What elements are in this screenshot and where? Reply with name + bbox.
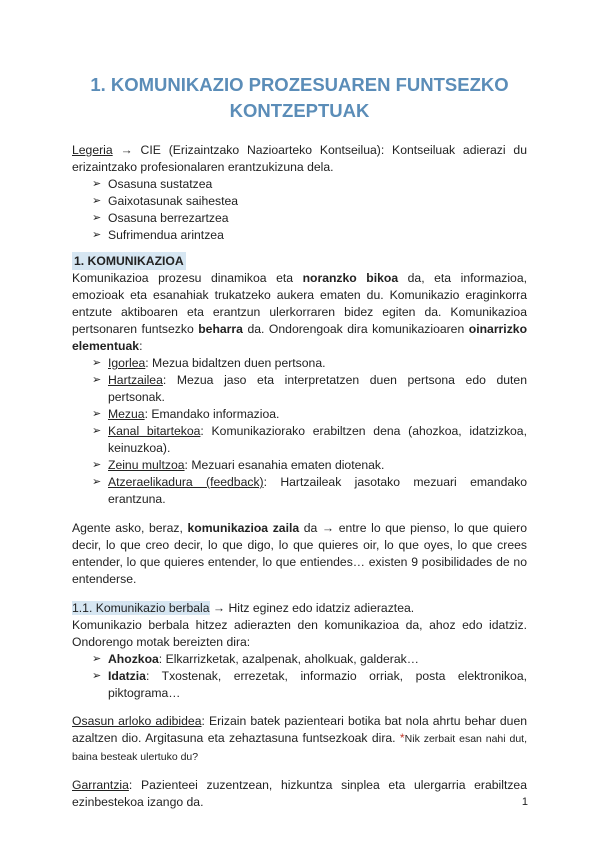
arrow-bullet-icon: ➢	[92, 357, 102, 369]
list-item: ➢ Gaixotasunak saihestea	[92, 194, 239, 208]
title-line-1: 1. KOMUNIKAZIO PROZESUAREN FUNTSEZKO	[90, 74, 509, 95]
legeria-list	[72, 176, 527, 244]
legeria-text: CIE (Erizaintzako Nazioarteko Kontseilua): Kontseiluak adierazi du erizaintzako profesionalaren erantzukizuna dela.	[72, 143, 527, 174]
list-item: ➢ Ahozkoa: Elkarrizketak, azalpenak, aholkuak, galderak…	[92, 652, 419, 666]
legeria-label: Legeria	[72, 143, 113, 157]
page-number: 1	[521, 796, 528, 808]
section-heading-komunikazioa: 1. KOMUNIKAZIOA	[74, 254, 184, 268]
komunikazioa-intro: Komunikazioa prozesu dinamikoa eta noranzko bikoa da, eta informazioa, emozioak eta esanahiak trukatzeko aukera ematen du. Komunikazio eraginkorra entzute aktiboaren eta erantzun ulerkorraren bidez egiten da. Komunikazioa pertsonaren funtsezko beharra da. Ondorengoak dira komunikazioaren oinarrizko elementuak:	[72, 271, 528, 353]
berbala-types-list	[72, 651, 527, 702]
page-title	[72, 72, 527, 124]
arrow-bullet-icon: ➢	[92, 374, 102, 386]
arrow-bullet-icon: ➢	[92, 229, 102, 241]
list-item: ➢ Hartzailea: Mezua jaso eta interpretatzen duen pertsona edo duten pertsonak.	[92, 373, 527, 404]
subsection-heading-berbala: 1.1. Komunikazio berbala	[72, 601, 210, 615]
list-item: ➢ Osasuna sustatzea	[92, 177, 213, 191]
berbala-heading: 1.1. Komunikazio berbala → Hitz eginez edo idatziz adieraztea.	[72, 601, 415, 615]
arrow-bullet-icon: ➢	[92, 476, 102, 488]
arrow-bullet-icon: ➢	[92, 459, 102, 471]
arrow-bullet-icon: ➢	[92, 195, 102, 207]
arrow-bullet-icon: ➢	[92, 653, 102, 665]
agente-paragraph: Agente asko, beraz, komunikazioa zaila da → entre lo que pienso, lo que quiero decir, lo que creo decir, lo que digo, lo que quieres oir, lo que oyes, lo que crees entender, lo que quieres entender, lo que entiendes… existen 9 posibilidades de no entenderse.	[72, 521, 527, 586]
legeria-paragraph	[72, 142, 527, 176]
list-item: ➢ Idatzia: Txostenak, errezetak, informazio orriak, posta elektronikoa, piktograma…	[92, 669, 527, 700]
list-item: ➢ Mezua: Emandako informazioa.	[92, 407, 280, 421]
garrantzia-paragraph: Garrantzia: Pazienteei zuzentzean, hizkuntza sinplea eta ulergarria erabiltzea ezinbestekoa izango da.	[72, 778, 527, 809]
list-item: ➢ Zeinu multzoa: Mezuari esanahia ematen diotenak.	[92, 458, 385, 472]
berbala-text: Komunikazio berbala hitzez adierazten den komunikazioa da, ahoz edo idatziz. Ondorengo motak bereizten dira:	[72, 618, 527, 649]
list-item: ➢ Atzeraelikadura (feedback): Hartzaileak jasotako mezuari emandako erantzuna.	[92, 475, 527, 506]
arrow-bullet-icon: ➢	[92, 425, 102, 437]
arrow-bullet-icon: ➢	[92, 212, 102, 224]
title-line-2: KONTZEPTUAK	[229, 100, 370, 121]
arrow-bullet-icon: ➢	[92, 408, 102, 420]
list-item: ➢ Osasuna berrezartzea	[92, 211, 229, 225]
adibidea-paragraph: Osasun arloko adibidea: Erizain batek pazienteari botika bat nola ahrtu behar duen azaltzen dio. Argitasuna eta zehaztasuna funtsezkoak dira. *Nik zerbait esan nahi dut, baina besteak ulertuko du?	[72, 714, 527, 763]
elements-list	[72, 355, 527, 508]
legeria-arrow: →	[120, 143, 133, 157]
document-page	[72, 72, 527, 811]
arrow-bullet-icon: ➢	[92, 670, 102, 682]
arrow-bullet-icon: ➢	[92, 178, 102, 190]
list-item: ➢ Sufrimendua arintzea	[92, 228, 224, 242]
list-item: ➢ Igorlea: Mezua bidaltzen duen pertsona.	[92, 356, 326, 370]
list-item: ➢ Kanal bitartekoa: Komunikaziorako erabiltzen dena (ahozkoa, idatzizkoa, keinuzkoa).	[92, 424, 527, 455]
